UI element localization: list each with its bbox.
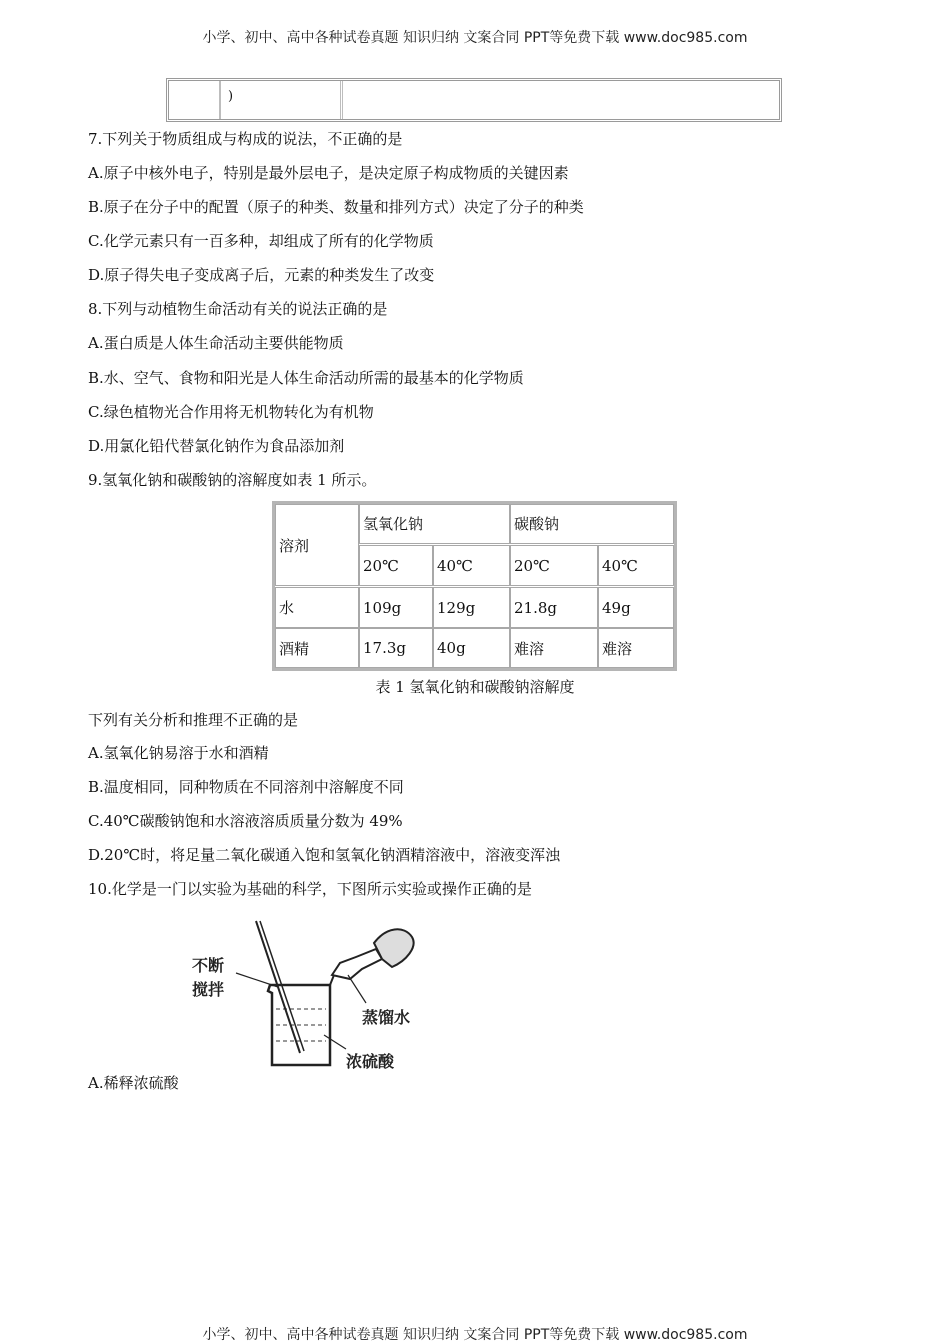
q7-option-c: C.化学元素只有一百多种，却组成了所有的化学物质	[88, 232, 434, 250]
q8-option-d: D.用氯化铅代替氯化钠作为食品添加剂	[88, 437, 345, 455]
acid-pointer	[324, 1035, 346, 1049]
q8-option-c: C.绿色植物光合作用将无机物转化为有机物	[88, 403, 374, 421]
dilution-figure	[190, 913, 450, 1073]
table-cell: 难溶	[598, 628, 674, 668]
q9-lead: 下列有关分析和推理不正确的是	[88, 711, 299, 729]
label-stir-2: 搅拌	[192, 980, 225, 999]
table-cell: 40g	[433, 628, 510, 668]
table-header-solvent: 溶剂	[275, 504, 359, 586]
q8-option-a: A.蛋白质是人体生命活动主要供能物质	[88, 334, 344, 352]
q10-option-a: A.稀释浓硫酸	[88, 1074, 179, 1092]
q10-stem: 10.化学是一门以实验为基础的科学，下图所示实验或操作正确的是	[88, 880, 532, 898]
table-temp-cell: 20℃	[359, 545, 433, 586]
table-row-solvent: 酒精	[275, 628, 359, 668]
table-cell: 109g	[359, 587, 433, 628]
q9-option-b: B.温度相同，同种物质在不同溶剂中溶解度不同	[88, 778, 404, 796]
table-cell: 129g	[433, 587, 510, 628]
label-water: 蒸馏水	[362, 1008, 411, 1027]
table-header-naoh: 氢氧化钠	[359, 504, 510, 544]
table-temp-cell: 40℃	[433, 545, 510, 586]
table-row-solvent: 水	[275, 587, 359, 628]
table-header-na2co3: 碳酸钠	[510, 504, 674, 544]
hand-icon	[374, 929, 414, 967]
q8-option-b: B.水、空气、食物和阳光是人体生命活动所需的最基本的化学物质	[88, 369, 524, 387]
pour-stream	[330, 975, 334, 985]
water-bottle	[332, 949, 382, 979]
stir-pointer	[236, 973, 278, 987]
page-footer: 小学、初中、高中各种试卷真题 知识归纳 文案合同 PPT等免费下载 www.doc985.com	[202, 1327, 748, 1343]
table-temp-cell: 40℃	[598, 545, 674, 586]
fragment-table	[166, 78, 782, 122]
table-cell: 难溶	[510, 628, 598, 668]
table-cell: 21.8g	[510, 587, 598, 628]
page-header: 小学、初中、高中各种试卷真题 知识归纳 文案合同 PPT等免费下载 www.doc985.com	[202, 30, 748, 46]
water-pointer	[348, 975, 366, 1003]
q9-option-d: D.20℃时，将足量二氧化碳通入饱和氢氧化钠酒精溶液中，溶液变浑浊	[88, 846, 561, 864]
table-cell: 49g	[598, 587, 674, 628]
q9-option-a: A.氢氧化钠易溶于水和酒精	[88, 744, 269, 762]
q7-option-a: A.原子中核外电子，特别是最外层电子，是决定原子构成物质的关键因素	[88, 164, 569, 182]
q7-option-d: D.原子得失电子变成离子后，元素的种类发生了改变	[88, 266, 435, 284]
fragment-cell-text: )	[225, 81, 343, 119]
table-temp-cell: 20℃	[510, 545, 598, 586]
q9-option-c: C.40℃碳酸钠饱和水溶液溶质质量分数为 49%	[88, 812, 403, 830]
label-stir-1: 不断	[192, 956, 225, 975]
fragment-cell-empty	[169, 81, 221, 119]
solubility-table	[272, 501, 677, 671]
q7-option-b: B.原子在分子中的配置（原子的种类、数量和排列方式）决定了分子的种类	[88, 198, 584, 216]
q9-stem: 9.氢氧化钠和碳酸钠的溶解度如表 1 所示。	[88, 471, 377, 489]
q8-stem: 8.下列与动植物生命活动有关的说法正确的是	[88, 300, 388, 318]
q7-stem: 7.下列关于物质组成与构成的说法，不正确的是	[88, 130, 403, 148]
table-caption: 表 1 氢氧化钠和碳酸钠溶解度	[375, 678, 575, 696]
table-cell: 17.3g	[359, 628, 433, 668]
label-acid: 浓硫酸	[346, 1052, 395, 1071]
